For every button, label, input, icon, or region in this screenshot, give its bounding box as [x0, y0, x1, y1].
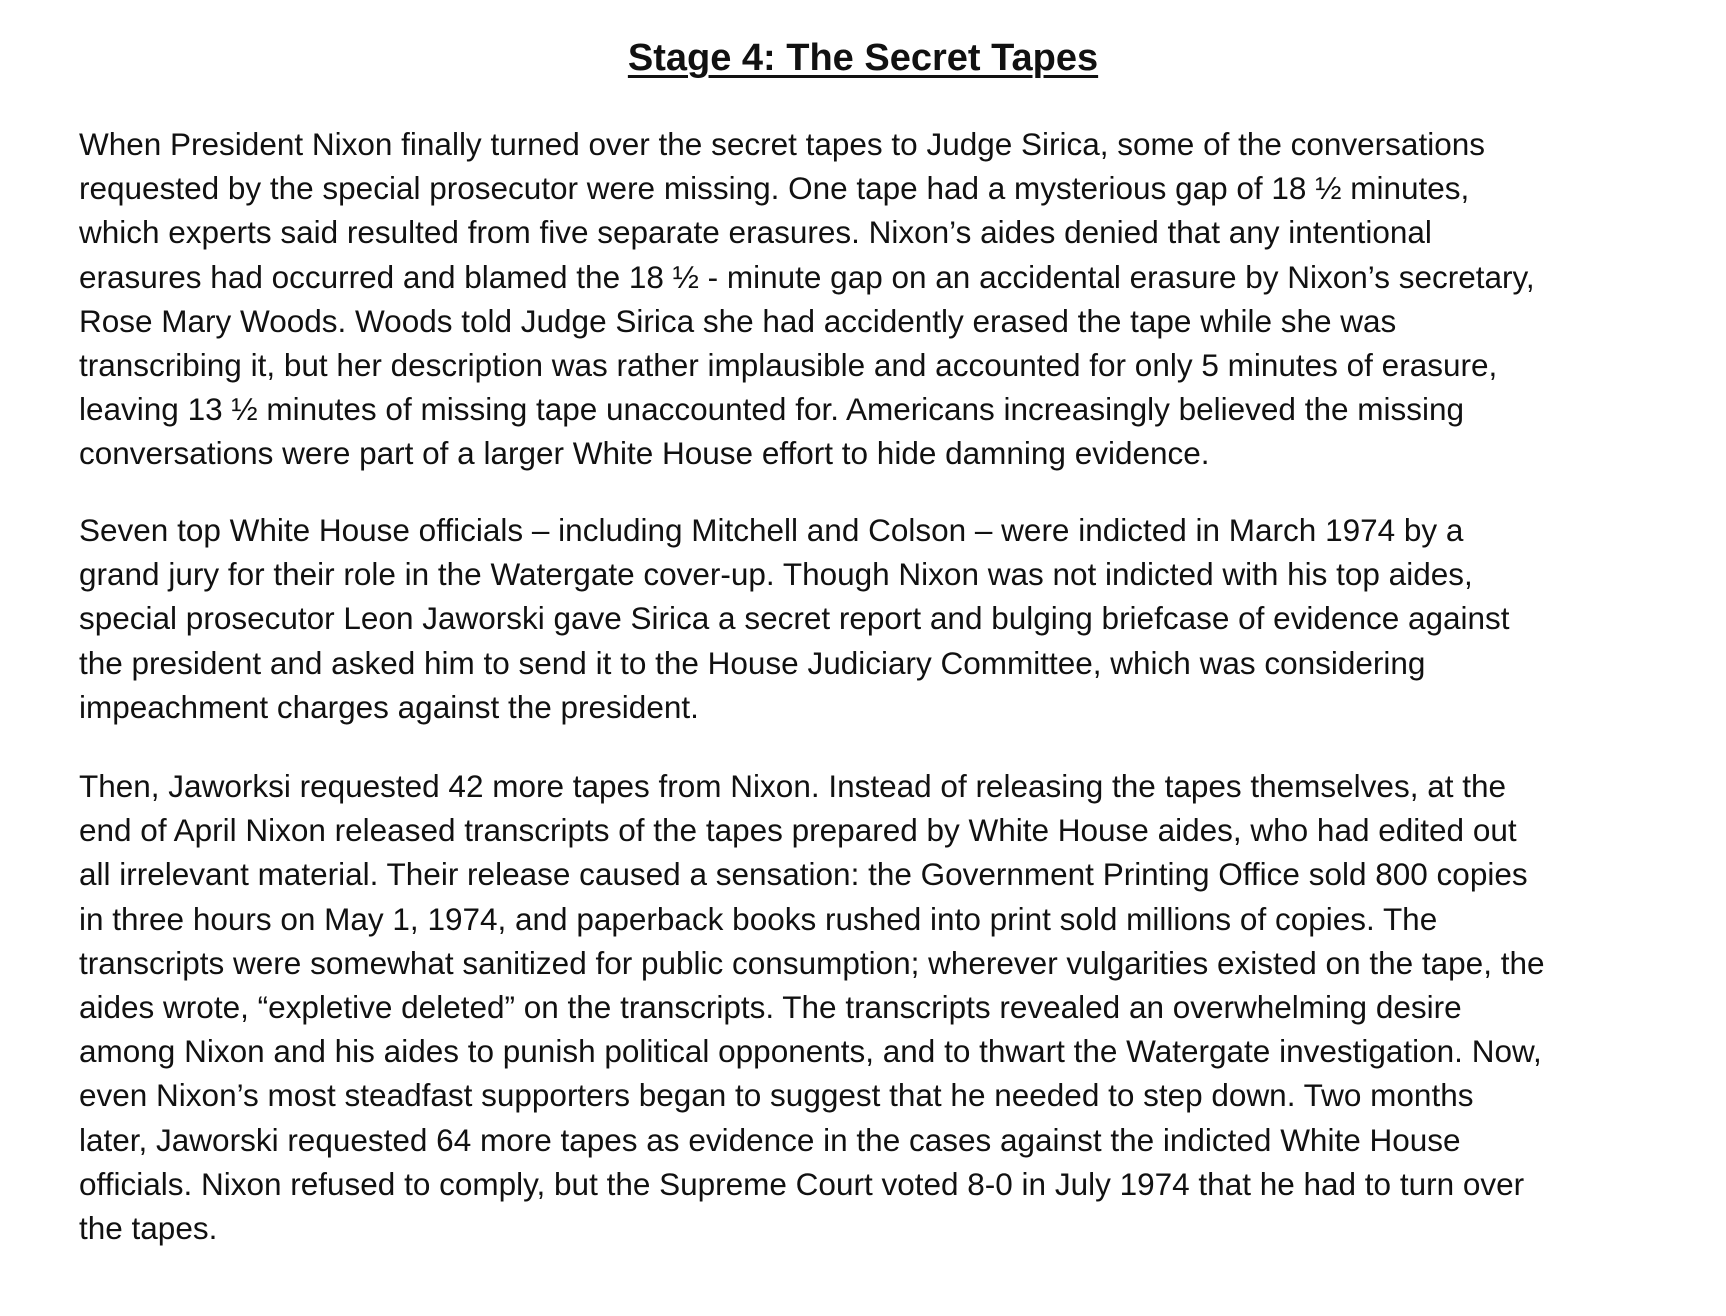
text-line: Seven top White House officials – including Mitchell and Colson – were indicted in March 1974 by a	[79, 512, 1464, 548]
text-line: Rose Mary Woods. Woods told Judge Sirica she had accidently erased the tape while she was	[79, 302, 1397, 339]
text-line: When President Nixon finally turned over the secret tapes to Judge Sirica, some of the conversations	[79, 126, 1485, 162]
text-line: which experts said resulted from five separate erasures. Nixon’s aides denied that any intentional	[79, 214, 1432, 251]
text-line: the tapes.	[79, 1209, 218, 1246]
text-line: leaving 13 ½ minutes of missing tape unaccounted for. Americans increasingly believed the missing	[79, 391, 1465, 428]
text-line: transcribing it, but her description was rather implausible and accounted for only 5 minutes of erasure,	[79, 346, 1498, 383]
text-line: among Nixon and his aides to punish political opponents, and to thwart the Watergate investigation. Now,	[79, 1033, 1542, 1070]
text-line: erasures had occurred and blamed the 18 ½ - minute gap on an accidental erasure by Nixon’s secretary,	[79, 258, 1535, 295]
text-line: special prosecutor Leon Jaworski gave Sirica a secret report and bulging briefcase of evidence against	[79, 600, 1510, 637]
paragraph-secret-tapes-gap	[79, 122, 1679, 476]
text-line: all irrelevant material. Their release caused a sensation: the Government Printing Office sold 800 copies	[79, 856, 1528, 893]
text-line: the president and asked him to send it to the House Judiciary Committee, which was considering	[79, 644, 1426, 681]
text-line: transcripts were somewhat sanitized for public consumption; wherever vulgarities existed on the tape, the	[79, 944, 1545, 981]
paragraph-transcripts	[79, 764, 1679, 1250]
text-line: impeachment charges against the president.	[79, 688, 699, 725]
text-line: Then, Jaworksi requested 42 more tapes from Nixon. Instead of releasing the tapes themselves, at the	[79, 768, 1507, 804]
paragraph-indictments	[79, 508, 1679, 729]
text-line: requested by the special prosecutor were missing. One tape had a mysterious gap of 18 ½ minutes,	[79, 170, 1470, 207]
text-line: conversations were part of a larger White House effort to hide damning evidence.	[79, 435, 1210, 472]
text-line: even Nixon’s most steadfast supporters began to suggest that he needed to step down. Two months	[79, 1077, 1474, 1114]
text-line: aides wrote, “expletive deleted” on the transcripts. The transcripts revealed an overwhelming desire	[79, 988, 1462, 1025]
text-line: grand jury for their role in the Watergate cover-up. Though Nixon was not indicted with his top aides,	[79, 556, 1473, 593]
text-line: in three hours on May 1, 1974, and paperback books rushed into print sold millions of copies. The	[79, 900, 1438, 937]
text-line: end of April Nixon released transcripts of the tapes prepared by White House aides, who had edited out	[79, 812, 1517, 849]
text-line: later, Jaworski requested 64 more tapes as evidence in the cases against the indicted White House	[79, 1121, 1461, 1158]
text-line: officials. Nixon refused to comply, but the Supreme Court voted 8-0 in July 1974 that he had to turn over	[79, 1165, 1525, 1202]
page-title: Stage 4: The Secret Tapes	[627, 37, 1099, 79]
